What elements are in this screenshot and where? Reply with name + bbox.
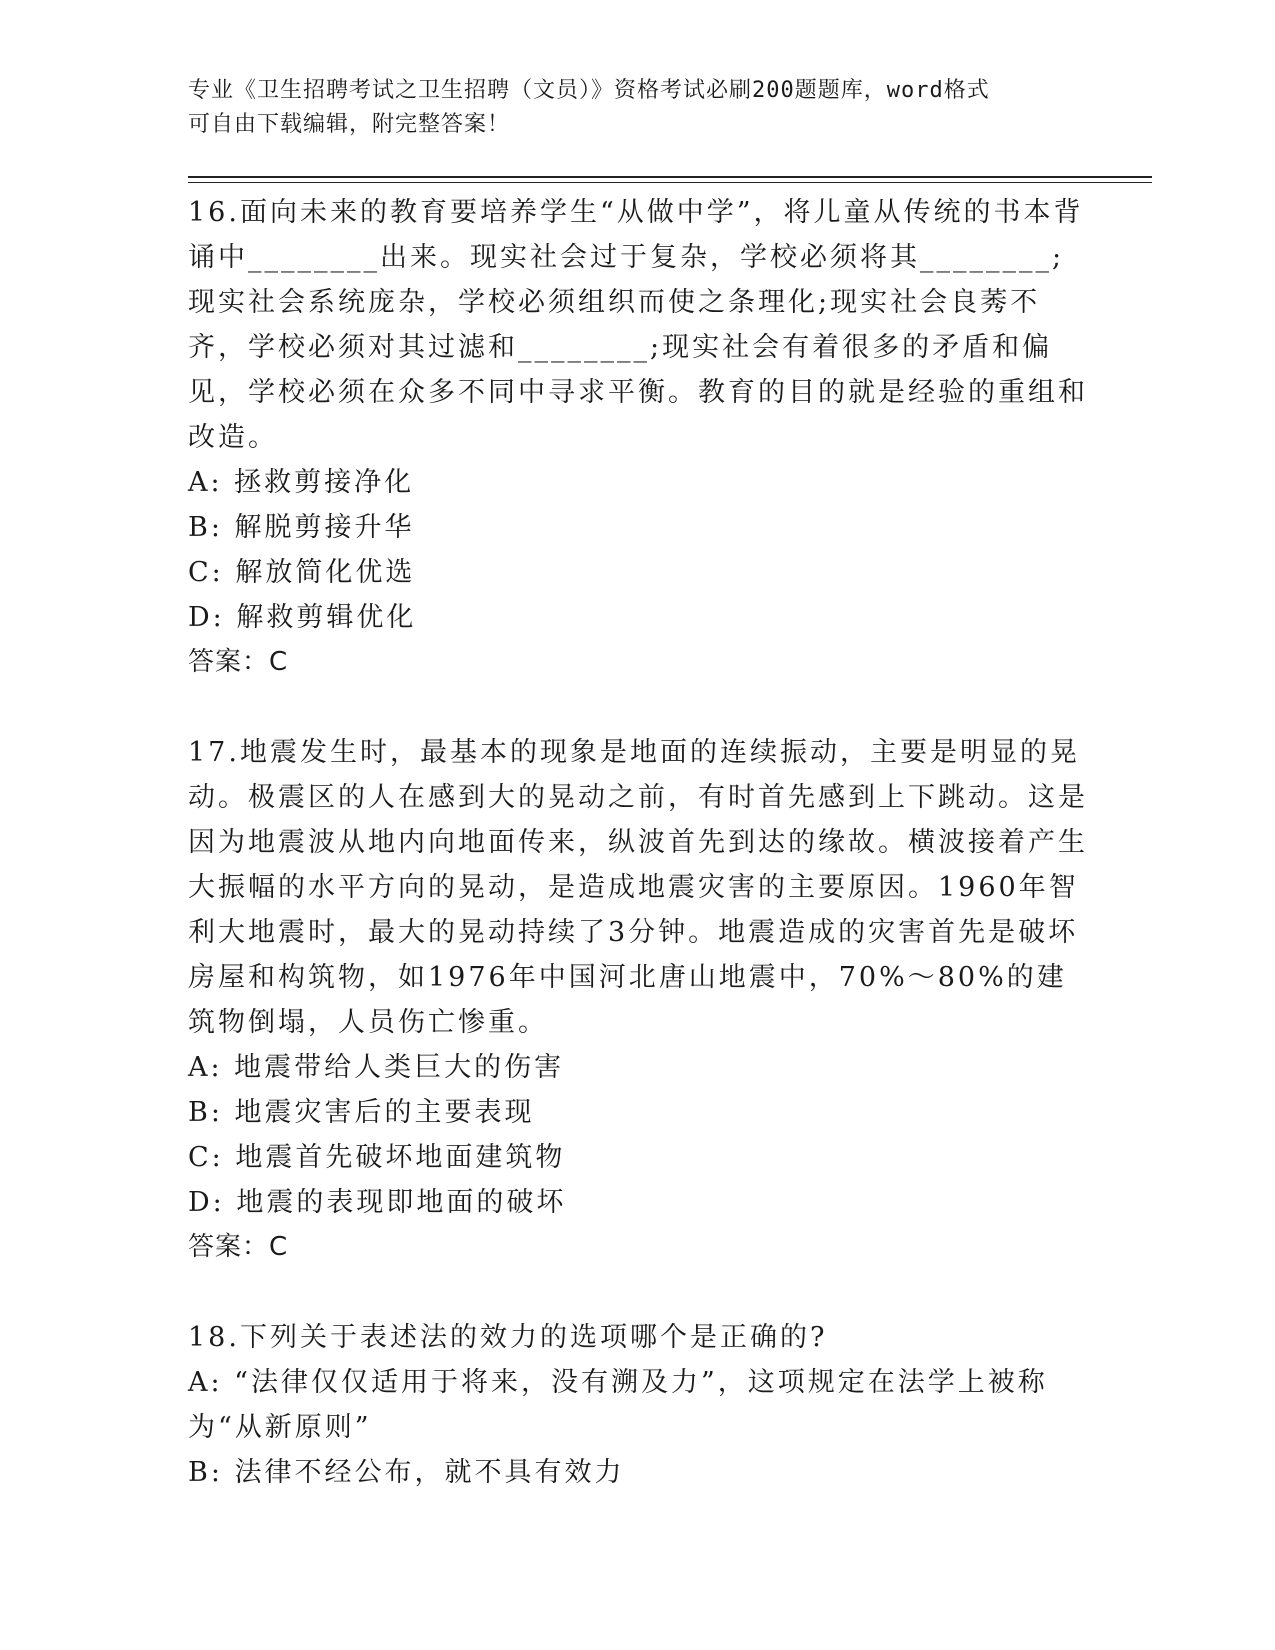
question-16	[188, 190, 1088, 685]
question-18	[188, 1315, 1088, 1495]
header-divider-thin	[188, 182, 1152, 183]
header-title-line-2: 可自由下载编辑，附完整答案！	[188, 112, 511, 137]
question-stem: 16.面向未来的教育要培养学生“从做中学”，将儿童从传统的书本背诵中________出来。现实社会过于复杂，学校必须将其________;现实社会系统庞杂，学校必须组织而使之条理化;现实社会良莠不齐，学校必须对其过滤和________;现实社会有着很多的矛盾和偏见，学校必须在众多不同中寻求平衡。教育的目的就是经验的重组和改造。	[188, 197, 1088, 453]
option-d: D: 解救剪辑优化	[188, 602, 417, 633]
option-c: C: 地震首先破坏地面建筑物	[188, 1142, 566, 1173]
question-17	[188, 730, 1088, 1270]
header-divider-thick	[188, 176, 1152, 178]
option-a: A: “法律仅仅适用于将来，没有溯及力”，这项规定在法学上被称为“从新原则”	[188, 1367, 1048, 1443]
question-list	[188, 190, 1088, 1540]
option-d: D: 地震的表现即地面的破坏	[188, 1187, 567, 1218]
option-b: B: 解脱剪接升华	[188, 512, 415, 543]
option-b: B: 地震灾害后的主要表现	[188, 1097, 535, 1128]
answer: 答案：C	[188, 647, 289, 677]
option-b: B: 法律不经公布，就不具有效力	[188, 1457, 625, 1488]
header-title-line-1: 专业《卫生招聘考试之卫生招聘（文员）》资格考试必刷200题题库，word格式	[188, 78, 990, 103]
question-stem: 18.下列关于表述法的效力的选项哪个是正确的?	[188, 1322, 828, 1353]
option-c: C: 解放简化优选	[188, 557, 416, 588]
option-a: A: 拯救剪接净化	[188, 467, 415, 498]
option-a: A: 地震带给人类巨大的伤害	[188, 1052, 565, 1083]
question-stem: 17.地震发生时，最基本的现象是地面的连续振动，主要是明显的晃动。极震区的人在感到大的晃动之前，有时首先感到上下跳动。这是因为地震波从地内向地面传来，纵波首先到达的缘故。横波接着产生大振幅的水平方向的晃动，是造成地震灾害的主要原因。1960年智利大地震时，最大的晃动持续了3分钟。地震造成的灾害首先是破坏房屋和构筑物，如1976年中国河北唐山地震中，70%～80%的建筑物倒塌，人员伤亡惨重。	[188, 737, 1088, 1038]
document-header	[188, 74, 1088, 142]
answer: 答案：C	[188, 1232, 289, 1262]
